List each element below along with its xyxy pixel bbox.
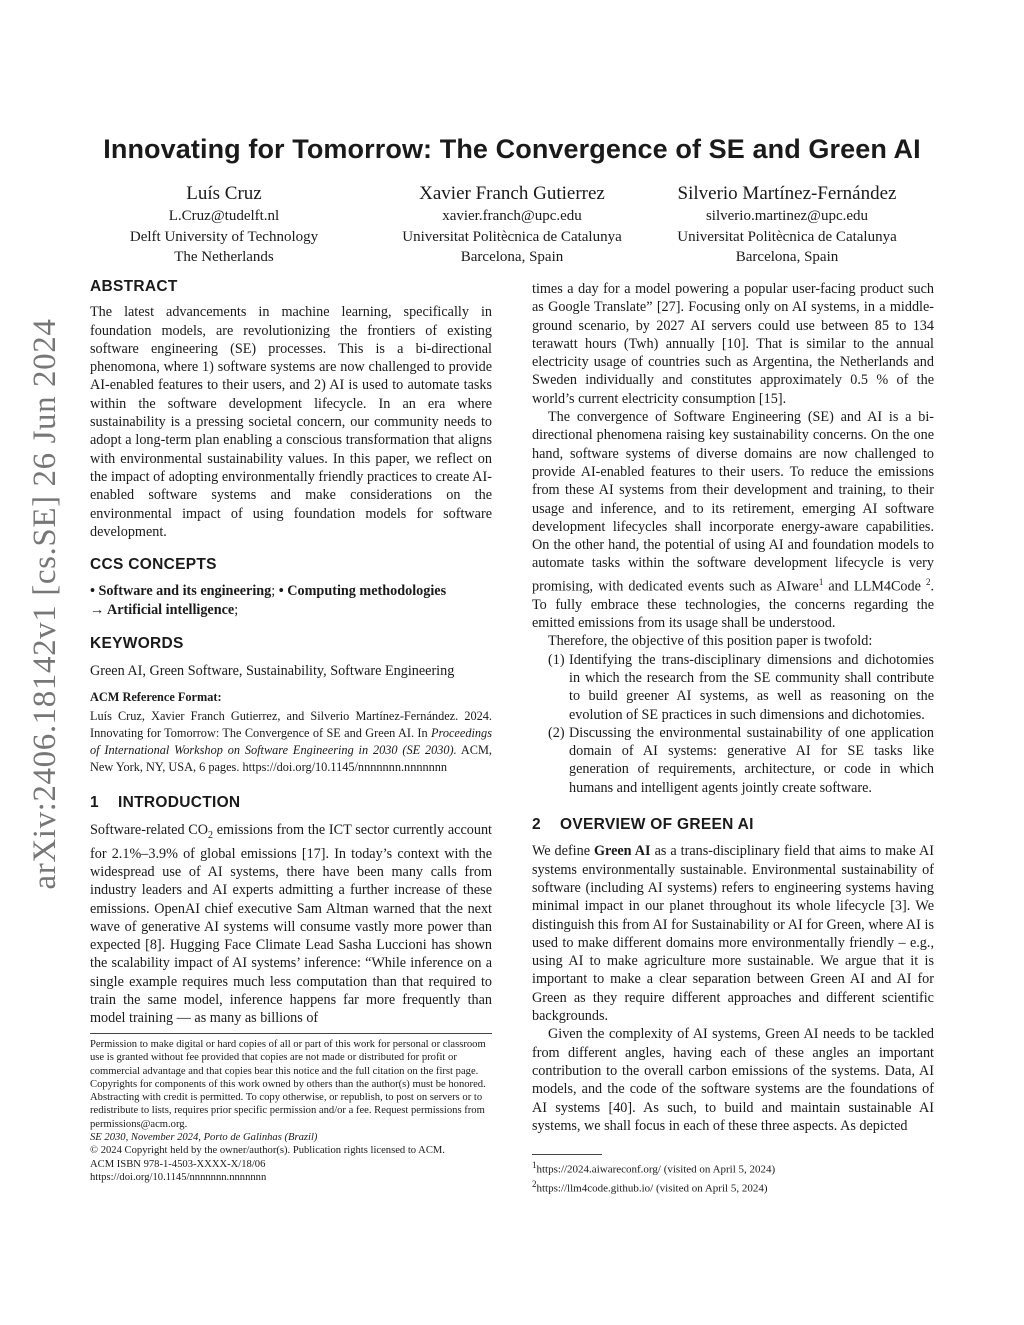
ccs-concepts: • Software and its engineering; • Computing methodologies → Artificial intelligence;: [90, 583, 447, 618]
right-paragraph-1: times a day for a model powering a popular user-facing product such as Google Translate” [27]. Focusing only on AI systems, in a middle-ground scenario, by 2027 AI servers could use between 85 to 134 terawatt hours (Twh) annually [10]. That is similar to the annual electricity usage of countries such as Argentina, the Netherlands and Sweden individually and constitutes approximately 0.5 % of the world’s current electricity consumption [15].: [532, 281, 934, 407]
right-paragraph-3: Therefore, the objective of this position paper is twofold:: [548, 633, 873, 650]
acm-ref-doi[interactable]: ACM, New York, NY, USA, 6 pages. https://doi.org/10.1145/nnnnnnn.nnnnnnn: [90, 743, 492, 775]
green-ai-term: Green AI: [594, 843, 651, 860]
right-paragraph-2: The convergence of Software Engineering (SE) and AI is a bi-directional phenomena raising key sustainability concerns. On the one hand, software systems of diverse domains are now challenged to provide AI-enabled features to their users. To reduce the emissions from these AI systems from their development and training, to their usage and inference, and to its retirement, emerging AI software development lifecycles shall incorporate energy-aware capabilities. On the other hand, the potential of using AI and foundation models to automate tasks within the software development lifecycle is very promising, with dedicated events such as AIware$^1$ and LLM4Code $^2$. To fully embrace these technologies, the concerns regarding the emitted emissions from its usage shall be understood.: [532, 409, 934, 632]
author-location: The Netherlands: [174, 249, 274, 265]
author-block-3: [637, 182, 937, 268]
left-column: [90, 278, 492, 1028]
author-name: Xavier Franch Gutierrez: [419, 183, 605, 204]
ccs-concept-3: → Artificial intelligence: [90, 601, 235, 618]
copyright-line: © 2024 Copyright held by the owner/author(s). Publication rights licensed to ACM.: [90, 1145, 445, 1157]
acm-ref-text: Luís Cruz, Xavier Franch Gutierrez, and Silverio Martínez-Fernández. 2024. Innovating for Tomorrow: The Convergence of SE and Green AI. In Proceedings of International Workshop on Software Engineering in 2030 (SE 2030). ACM, New York, NY, USA, 6 pages. https://doi.org/10.1145/nnnnnnn.nnnnnnn: [90, 709, 492, 775]
paper-title: Innovating for Tomorrow: The Convergence of SE and Green AI: [103, 134, 921, 164]
author-email[interactable]: L.Cruz@tudelft.nl: [168, 208, 280, 224]
right-footnote-rule: [532, 1154, 602, 1155]
ccs-heading: CCS CONCEPTS: [90, 556, 217, 574]
section-2-heading: 2 OVERVIEW OF GREEN AI: [532, 816, 754, 834]
list-label: (1): [548, 651, 565, 668]
right-column: [532, 280, 934, 1135]
keywords-heading: KEYWORDS: [90, 635, 184, 653]
list-text: Identifying the trans-disciplinary dimensions and dichotomies in which the research from the SE community shall contribute to build greener AI systems, as well as reasoning on the evolution of SE practices in such dimensions and dichotomies.: [569, 651, 934, 723]
list-item: [532, 651, 934, 724]
list-item: [532, 724, 934, 797]
author-affiliation: Universitat Politècnica de Catalunya: [677, 228, 897, 245]
doi-link[interactable]: https://doi.org/10.1145/nnnnnnn.nnnnnnn: [90, 1171, 267, 1183]
abstract-text: The latest advancements in machine learning, specifically in foundation models, are revolutionizing the frontiers of existing software engineering (SE) processes. This is a bi-directional phenomona, where 1) software systems are now challenged to provide AI-enabled features to their users, and 2) AI is used to automate tasks within the software development lifecycle. In an era where sustainability is a pressing societal concern, our community needs to adopt a long-term plan enabling a conscious transformation that aligns with environmental sustainability values. In this paper, we reflect on the impact of adopting environmentally friendly practices to create AI-enabled software systems and make considerations on the environmental impact of using foundation models for software development.: [90, 304, 492, 540]
acm-ref-heading: ACM Reference Format:: [90, 689, 222, 704]
permission-block: [90, 1038, 492, 1184]
author-name: Luís Cruz: [186, 183, 262, 204]
author-email[interactable]: silverio.martinez@upc.edu: [705, 208, 869, 224]
author-block-2: [362, 182, 662, 268]
author-location: Barcelona, Spain: [735, 249, 839, 265]
list-text: Discussing the environmental sustainability of one application domain of AI systems: generative AI for SE tasks like generation of requirements, architecture, or code in which humans and intelligent agents jointly create software.: [569, 724, 934, 796]
introduction-heading: 1 INTRODUCTION: [90, 794, 241, 812]
author-affiliation: Delft University of Technology: [129, 228, 319, 245]
right-paragraph-5: Given the complexity of AI systems, Green AI needs to be tackled from different angles, having each of these angles an important contribution to the overall carbon emissions of the systems. Data, AI models, and the code of the software systems are the foundations of AI systems [40]. As such, to build and maintain sustainable AI systems, we shall focus in each of these three aspects. As depicted: [532, 1026, 934, 1134]
ccs-concept-1: • Software and its engineering: [90, 583, 272, 600]
permission-text: Permission to make digital or hard copies of all or part of this work for personal or classroom use is granted without fee provided that copies are not made or distributed for profit or commercial advantage and that copies bear this notice and the full citation on the first page. Copyrights for components of this work owned by others than the author(s) must be honored. Abstracting with credit is permitted. To copy otherwise, or republish, to post on servers or to redistribute to lists, requires prior specific permission and/or a fee. Request permissions from permissions@acm.org.: [90, 1039, 486, 1130]
right-paragraph-4: We define Green AI as a trans-disciplinary field that aims to make AI systems environmentally sustainable. Environmental sustainability of software (including AI systems) refers to engineering systems having minimal impact in our planet throughout its whole lifecycle [3]. We distinguish this from AI for Sustainability or AI for Green, where AI is used to make different domains more environmentally friendly – e.g., using AI to make agriculture more sustainable. We argue that it is important to make a clear separation between Green AI and AI for Green as they require different approaches and different scientific backgrounds.: [532, 843, 935, 1025]
author-location: Barcelona, Spain: [460, 249, 564, 265]
keywords-text: Green AI, Green Software, Sustainability, Software Engineering: [90, 663, 455, 680]
author-name: Silverio Martínez-Fernández: [677, 183, 897, 204]
author-email[interactable]: xavier.franch@upc.edu: [442, 208, 582, 224]
footnote-ref-2[interactable]: 2: [925, 576, 931, 587]
acm-ref-venue: Proceedings of International Workshop on Software Engineering in 2030 (SE 2030).: [90, 726, 492, 758]
list-label: (2): [548, 724, 565, 741]
abstract-heading: ABSTRACT: [90, 278, 178, 295]
right-footnotes: [532, 1158, 934, 1195]
author-affiliation: Universitat Politècnica de Catalunya: [402, 228, 622, 245]
footnote-rule: [90, 1033, 492, 1034]
isbn-line: ACM ISBN 978-1-4503-XXXX-X/18/06: [90, 1158, 266, 1170]
footnote-2[interactable]: $^2$https://llm4code.github.io/ (visited on April 5, 2024): [532, 1178, 768, 1195]
author-block-1: [74, 182, 374, 268]
introduction-paragraph: Software-related $CO_2$ emissions from the ICT sector currently account for 2.1%–3.9% of global emissions [17]. In today’s context with the widespread use of AI systems, there have been many calls from industry leaders and AI experts admitting a further increase of these emissions. OpenAI chief executive Sam Altman warned that the next wave of generative AI systems will consume vastly more power than expected [8]. Hugging Face Climate Lead Sasha Luccioni has shown the scalability impact of AI systems’ inference: “While inference on a single example requires much less computation than that required to train the same model, inference happens far more frequently than model training — as many as billions of: [90, 821, 492, 1027]
conference-line: SE 2030, November 2024, Porto de Galinhas (Brazil): [90, 1132, 318, 1144]
arxiv-stamp: arXiv:2406.18142v1 [cs.SE] 26 Jun 2024: [27, 318, 63, 890]
footnote-1[interactable]: $^1$https://2024.aiwareconf.org/ (visited on April 5, 2024): [532, 1160, 776, 1176]
footnote-ref-1[interactable]: 1: [818, 576, 824, 587]
ccs-concept-2: • Computing methodologies: [278, 583, 447, 600]
